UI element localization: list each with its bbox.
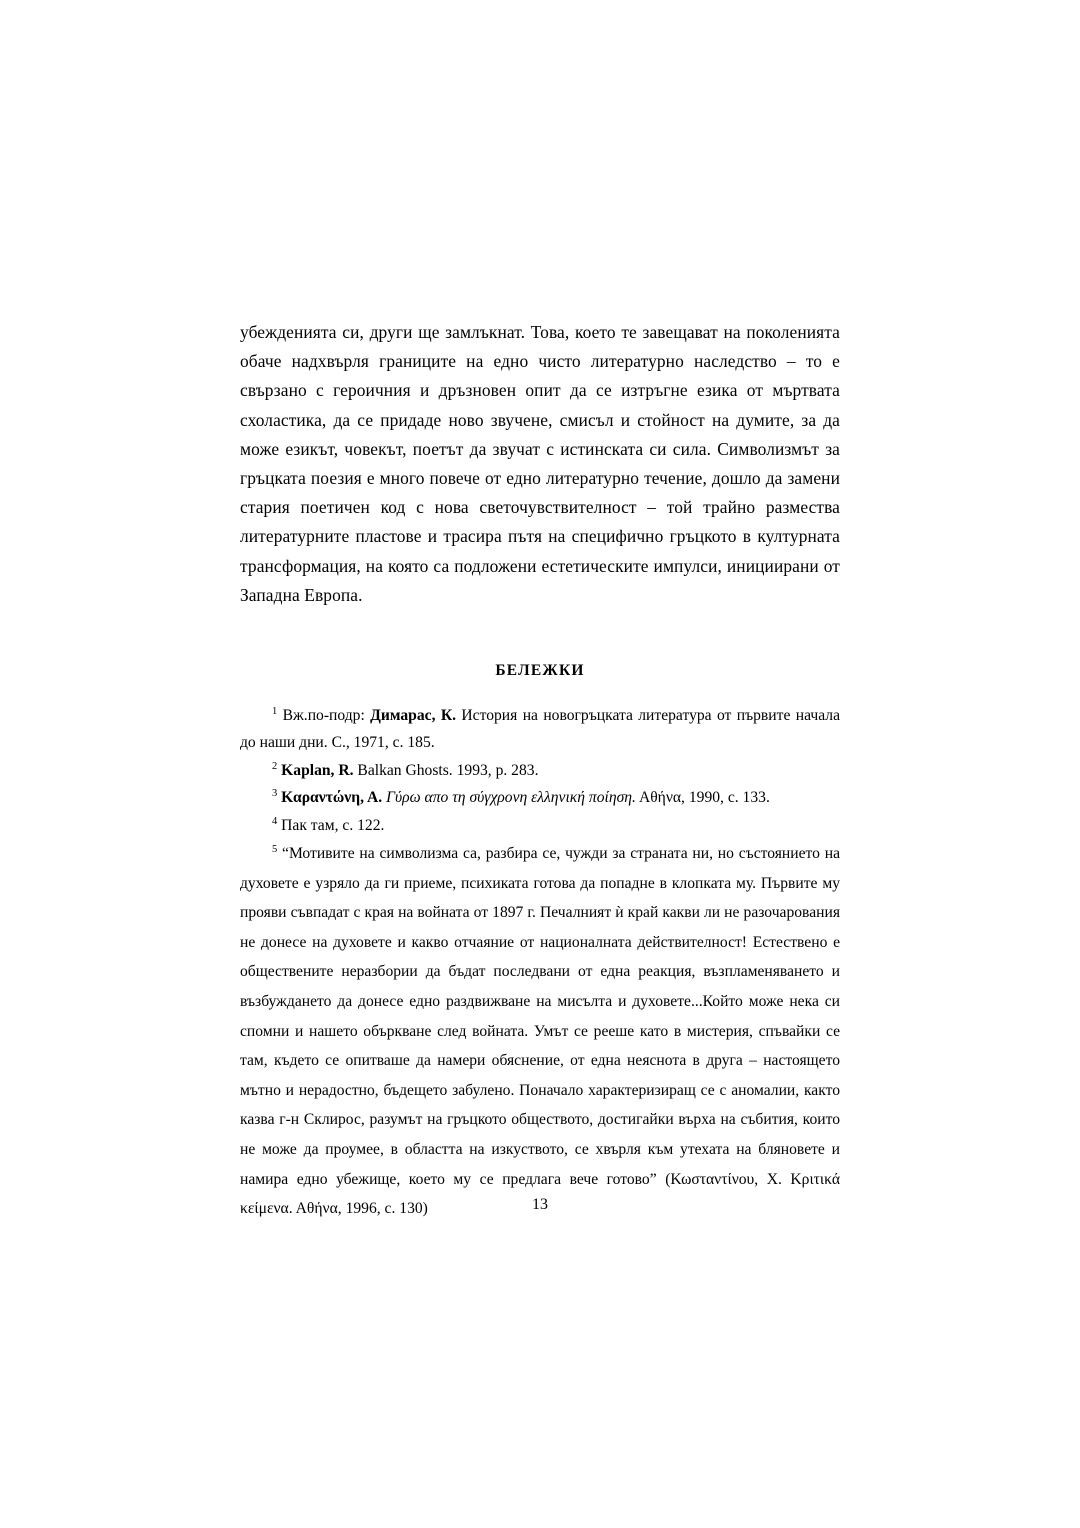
footnote-3 <box>240 784 840 811</box>
footnote-2 <box>240 757 840 784</box>
footnote-3-author: Καραντώνη, Α. <box>281 789 383 807</box>
page-number: 13 <box>532 1196 548 1213</box>
footnote-4-text: Пак там, с. 122. <box>277 816 385 834</box>
footnote-marker-3: 3 <box>272 788 278 800</box>
footnote-1-rest: История на новогръцката литература от първите начала до наши дни. С., 1971, с. 185. <box>240 707 840 752</box>
footnote-2-rest: Balkan Ghosts. 1993, p. 283. <box>353 761 539 779</box>
footnote-marker-4: 4 <box>272 815 278 827</box>
footnote-1-intro: Вж.по-подр: <box>277 707 371 725</box>
footnote-5-text: “Мотивите на символизма са, разбира се, чужди за страната ни, но състоянието на духовете е узряло да ги приеме, психиката готова да попадне в клопката му. Първите му прояви съвпадат с края на войната от 1897 г. Печалният ѝ край какви ли не разочарования не донесе на духовете и какво отчаяние от националната действителност! Естествено е обществените неразбории да бъдат последвани от една реакция, възпламеняването и възбуждането да донесе едно раздвижване на мисълта и духовете...Който може нека си спомни и нашето объркване след войната. Умът се рееше като в мистерия, спъвайки се там, където се опитваше да намери обяснение, от една неяснота в друга – настоящето мътно и нерадостно, бъдещето забулено. Поначало характеризиращ се с аномалии, както казва г-н Склирос, разумът на гръцкото обществото, достигайки върха на събития, които не може да проумее, в областта на изкуството, се хвърля към утехата на бляновете и намира едно убежище, което му се предлага вече готово” (Κωσταντίνου, Χ. Κριτικά κείμενα. Αθήνα, 1996, с. 130) <box>240 845 840 1218</box>
footnote-1-author: Димарас, К. <box>370 707 457 725</box>
notes-heading: БЕЛЕЖКИ <box>495 662 585 680</box>
footnote-3-title: Γύρω απο τη σύγχρονη ελληνική ποίηση. <box>382 789 636 807</box>
footnote-2-author: Kaplan, R. <box>281 761 354 779</box>
footnote-4 <box>240 812 840 839</box>
footnote-marker-2: 2 <box>272 760 278 772</box>
footnote-1 <box>240 702 840 757</box>
body-paragraph: убежденията си, други ще замлъкнат. Това, което те завещават на поколенията обаче надхвърля границите на едно чисто литературно наследство – то е свързано с героичния и дръзновен опит да се изтръгне езика от мъртвата схоластика, да се придаде ново звучене, смисъл и стойност на думите, за да може езикът, човекът, поетът да звучат с истинската си сила. Символизмът за гръцката поезия е много повече от едно литературно течение, дошло да замени стария поетичен код с нова светочувствителност – той трайно размества литературните пластове и трасира пътя на специфично гръцкото в културната трансформация, на която са подложени естетическите импулси, инициирани от Западна Европа. <box>240 322 840 605</box>
footnote-marker-1: 1 <box>272 705 278 717</box>
footnote-marker-5: 5 <box>272 843 278 855</box>
footnote-3-rest: Αθήνα, 1990, с. 133. <box>635 789 770 807</box>
page-content <box>240 318 840 1224</box>
footnote-5 <box>240 839 840 1224</box>
